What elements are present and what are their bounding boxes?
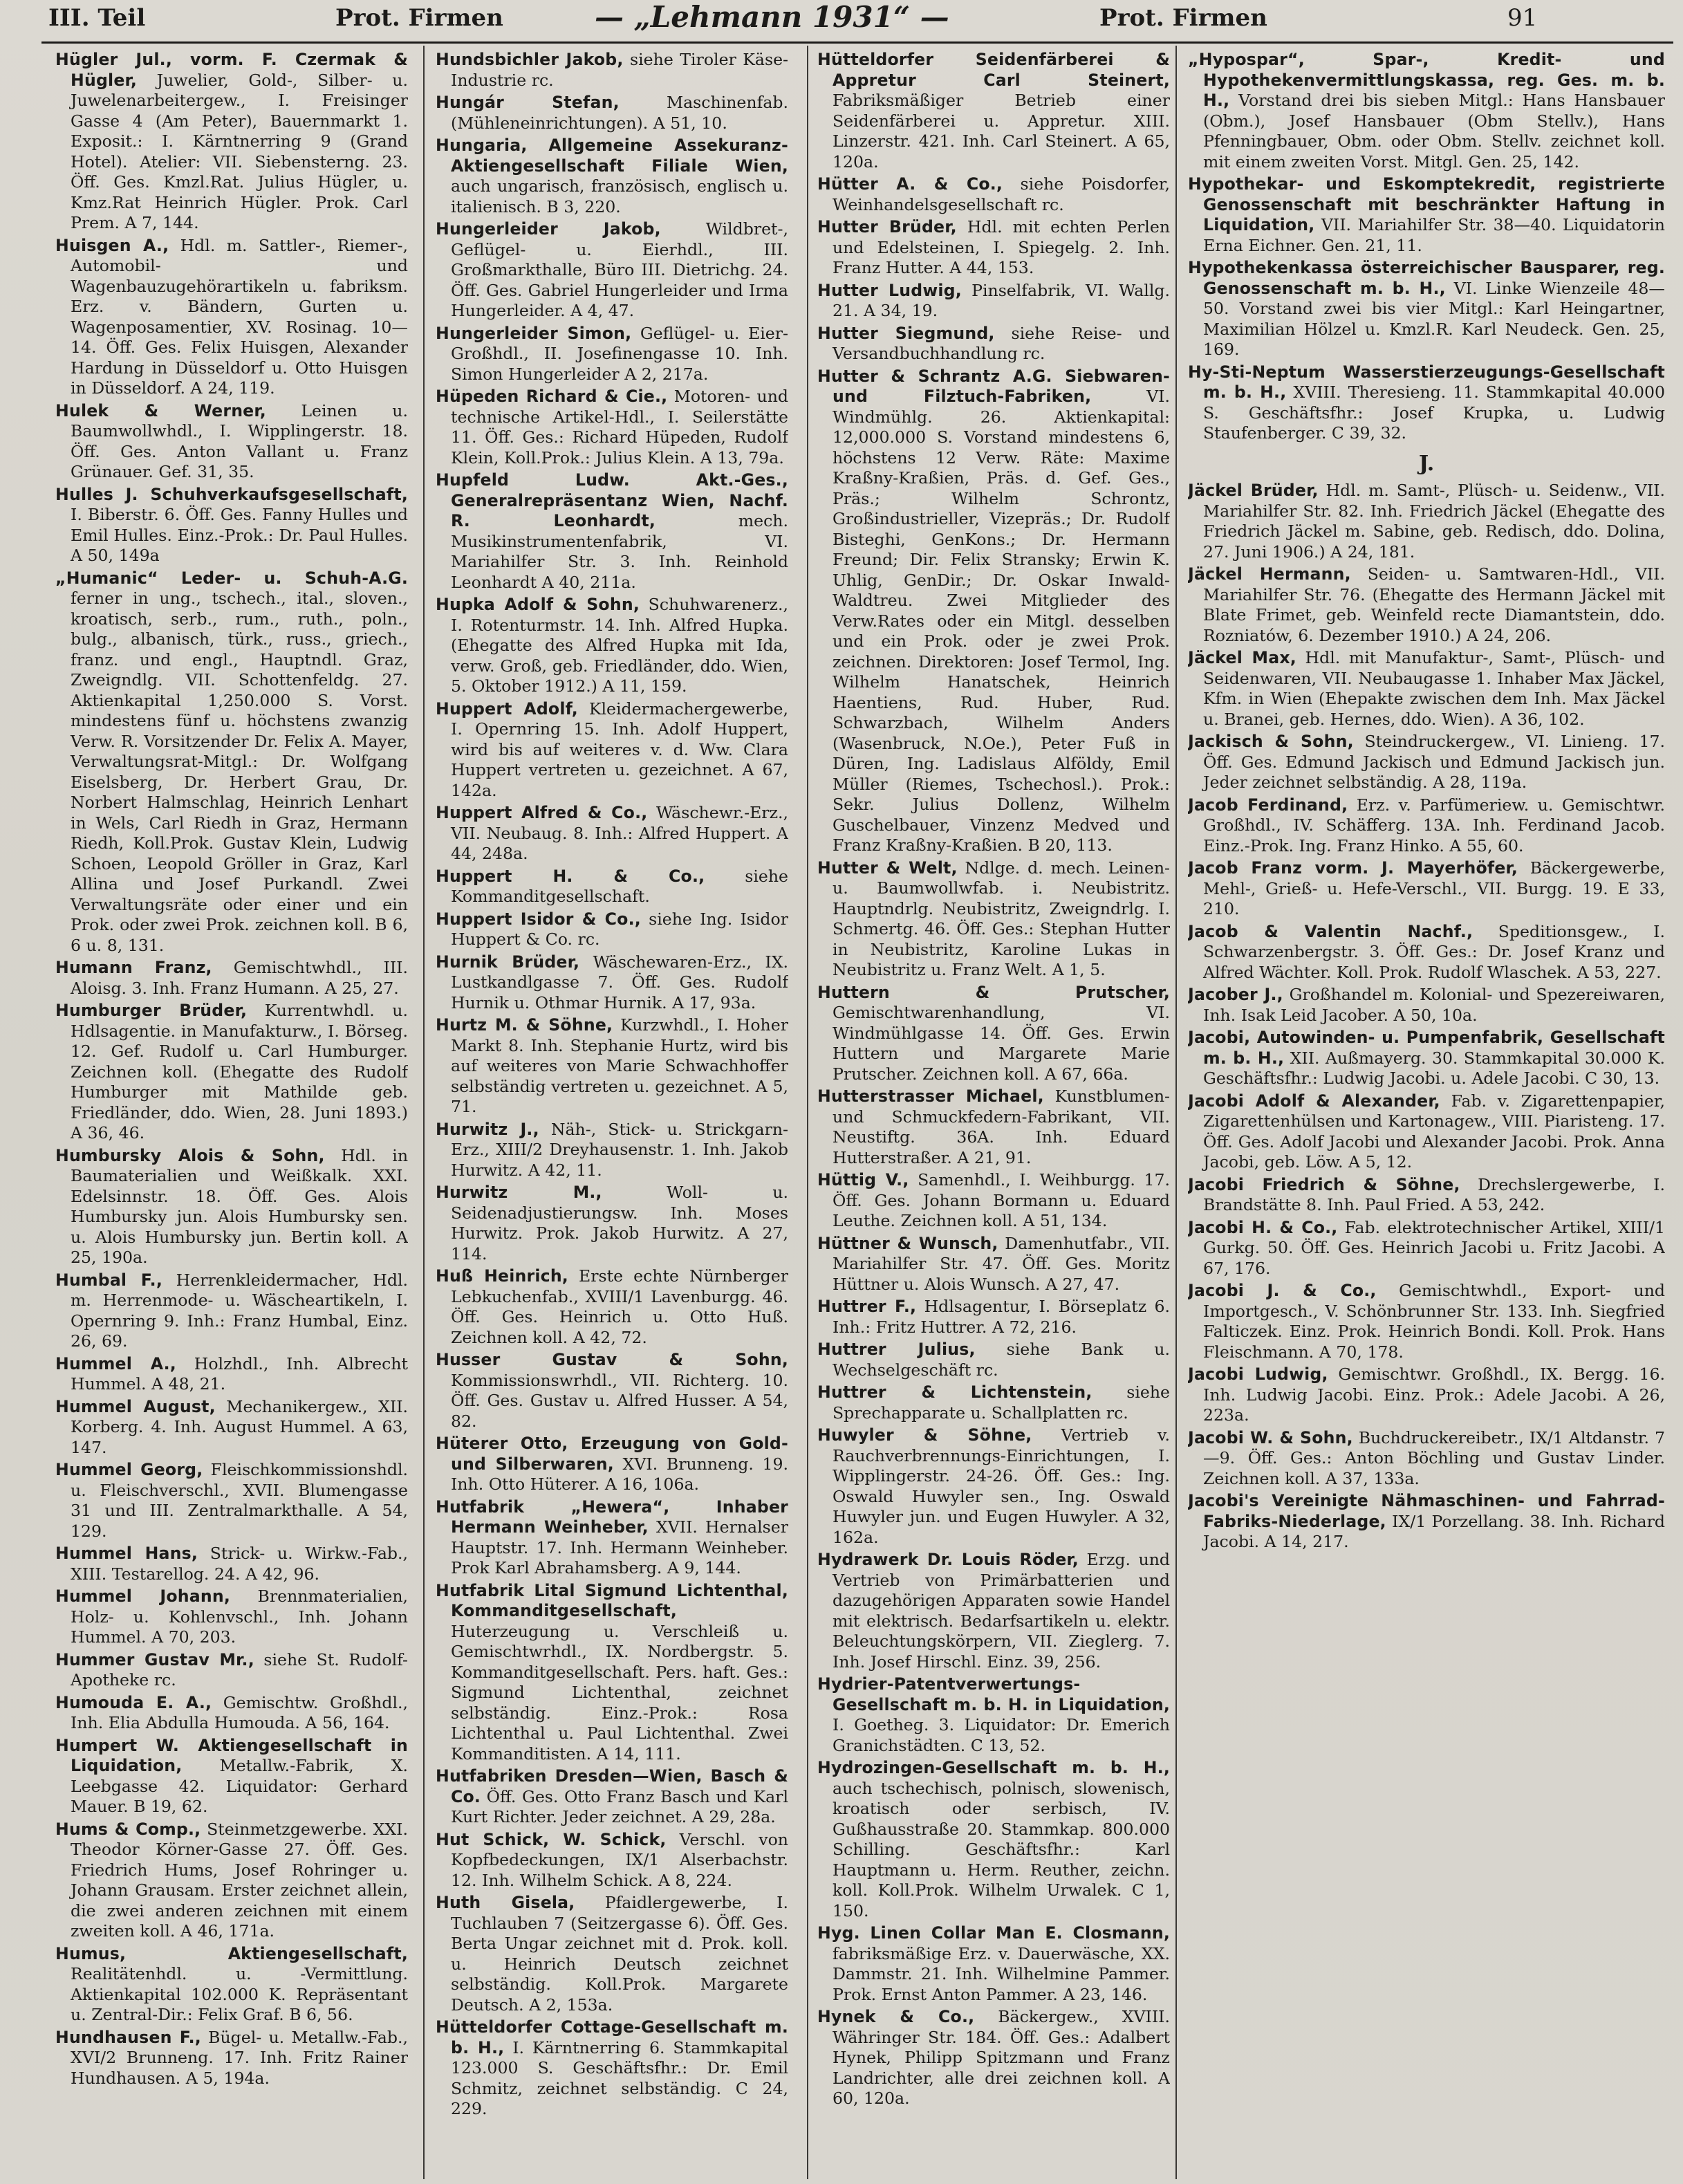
firm-details: Wildbret-, Geflügel- u. Eierhdl., III. Großmarkthalle, Büro III. Dietrichg. 24. Öff. Ges. Gabriel Hungerleider und Irma Hungerleider. A 4, 47. (451, 219, 788, 320)
firm-name: Hüterer Otto, Erzeugung von Gold- und Silberwaren, (436, 1434, 788, 1474)
firm-name: Huisgen A., (55, 235, 169, 255)
firm-name: Humann Franz, (55, 958, 212, 977)
firm-name: Jäckel Hermann, (1188, 564, 1351, 584)
directory-entry (436, 93, 788, 133)
directory-entry (817, 50, 1170, 172)
directory-entry (817, 2007, 1170, 2109)
firm-name: Hungerleider Jakob, (436, 219, 661, 239)
directory-entry (436, 952, 788, 1014)
firm-details: Huterzeugung u. Verschleiß u. Gemischtwrhdl., IX. Nordbergstr. 5. Kommanditgesellschaft. Pers. haft. Ges.: Sigmund Lichtenthal, zeichnet selbständig. Einz.-Prok.: Rosa Lichtenthal u. Paul Lichtenthal. Zwei Kommanditisten. A 14, 111. (451, 1621, 788, 1764)
firm-name: Hutter Brüder, (817, 217, 957, 237)
firm-details: Kurrentwhdl. u. Hdlsagentie. in Manufakturw., I. Börseg. 12. Gef. Rudolf u. Carl Humburger. Zeichnen koll. (Ehegatte des Rudolf Humburger mit Mathilde geb. Friedländer, ddo. Wien, 28. Juni 1893.) A 36, 46. (71, 1001, 408, 1142)
firm-name: Hungaria, Allgemeine Assekuranz-Aktiengesellschaft Filiale Wien, (436, 136, 788, 176)
firm-name: Jackisch & Sohn, (1188, 732, 1354, 751)
column-3 (817, 50, 1170, 2180)
firm-name: Hynek & Co., (817, 2007, 975, 2026)
column-divider (807, 46, 808, 2179)
firm-details: Kleidermachergewerbe, I. Opernring 15. Inh. Adolf Huppert, wird bis auf weiteres v. d. Ww. Clara Huppert vertreten u. gezeichnet. A 67, 142a. (451, 698, 788, 800)
firm-name: Hupfeld Ludw. Akt.-Ges., Generalrepräsentanz Wien, Nachf. R. Leonhardt, (436, 470, 788, 530)
directory-entry (817, 174, 1170, 215)
firm-name: Humbursky Alois & Sohn, (55, 1145, 325, 1165)
firm-name: Hy-Sti-Neptum Wasserstierzeugungs-Gesellschaft m. b. H., (1188, 362, 1665, 402)
firm-name: Hurwitz J., (436, 1119, 539, 1139)
directory-entry (1188, 564, 1665, 646)
directory-entry (1188, 648, 1665, 730)
firm-name: Hutter & Welt, (817, 858, 958, 878)
firm-name: Hypothekar- und Eskomptekredit, registrierte Genossenschaft mit beschränkter Haftung in Liquidation, (1188, 174, 1665, 234)
firm-details: Drechslergewerbe, I. Brandstätte 8. Inh. Paul Fried. A 53, 242. (1203, 1174, 1665, 1214)
firm-details: Buchdruckereibetr., IX/1 Altdanstr. 7—9. Öff. Ges.: Anton Böchling und Gustav Linder. Zeichnen koll. A 37, 133a. (1203, 1427, 1665, 1488)
firm-name: Humouda E. A., (55, 1692, 212, 1712)
firm-name: Hüttner & Wunsch, (817, 1233, 998, 1253)
firm-name: Hutter & Schrantz A.G. Siebwaren- und Filztuch-Fabriken, (817, 366, 1170, 406)
firm-details: Kurzwhdl., I. Hoher Markt 8. Inh. Stephanie Hurtz, wird bis auf weiteres von Marie Schwachhoffer selbständig vertreten u. gezeichnet. A 5, 71. (451, 1015, 788, 1116)
directory-entry (55, 1544, 408, 1584)
firm-details: I. Goetheg. 3. Liquidator: Dr. Emerich Granichstädten. C 13, 52. (833, 1715, 1170, 1755)
firm-details: Gemischtwhdl., Export- und Importgesch., V. Schönbrunner Str. 133. Inh. Siegfried Falticzek. Einz. Prok. Heinrich Bondi. Koll. Prok. Hans Fleischmann. A 70, 178. (1203, 1281, 1665, 1362)
firm-name: Huppert H. & Co., (436, 866, 705, 886)
firm-name: Humus, Aktiengesellschaft, (55, 1943, 408, 1963)
firm-details: Juwelier, Gold-, Silber- u. Juwelenarbeitergew., I. Freisinger Gasse 4 (Am Peter), Bauernmarkt 1. Exposit.: I. Kärntnerring 9 (Grand Hotel). Atelier: VII. Siebensterng. 23. Öff. Ges. Kmzl.Rat. Julius Hügler, u. Kmz.Rat Heinrich Hügler. Prok. Carl Prem. A 7, 144. (71, 70, 408, 232)
firm-name: Jacobi J. & Co., (1188, 1281, 1377, 1300)
directory-entry (817, 1170, 1170, 1232)
firm-name: Hüpeden Richard & Cie., (436, 387, 668, 406)
firm-name: Husser Gustav & Sohn, (436, 1350, 788, 1369)
firm-name: Hüttig V., (817, 1170, 909, 1190)
firm-details: Gemischtwr. Großhdl., IX. Bergg. 16. Inh. Ludwig Jacobi. Einz. Prok.: Adele Jacobi. A 26, 223a. (1203, 1364, 1665, 1425)
directory-entry (436, 699, 788, 802)
firm-details: mech. Musikinstrumentenfabrik, VI. Mariahilfer Str. 3. Inh. Reinhold Leonhardt A 40, 211a. (451, 511, 788, 592)
firm-details: Bügel- u. Metallw.-Fab., XVI/2 Brunneng. 17. Inh. Fritz Rainer Hundhausen. A 5, 194a. (71, 2027, 408, 2088)
directory-entry (817, 1086, 1170, 1168)
directory-entry (436, 1581, 788, 1765)
column-divider (423, 46, 425, 2179)
firm-name: Huß Heinrich, (436, 1266, 568, 1286)
firm-name: Hurnik Brüder, (436, 952, 580, 972)
directory-entry (436, 1183, 788, 1264)
firm-name: Hundhausen F., (55, 2027, 201, 2047)
directory-entry (55, 1270, 408, 1352)
firm-name: Hungerleider Simon, (436, 323, 632, 343)
firm-details: Erste echte Nürnberger Lebkuchenfab., XVIII/1 Lavenburgg. 46. Öff. Ges. Heinrich u. Otto Huß. Zeichnen koll. A 42, 72. (451, 1266, 788, 1347)
firm-details: Damenhutfabr., VII. Mariahilfer Str. 47. Öff. Ges. Moritz Hüttner u. Alois Wunsch. A 27, 47. (833, 1233, 1170, 1294)
firm-details: IX/1 Porzellang. 38. Inh. Richard Jacobi. A 14, 217. (1203, 1511, 1665, 1551)
firm-details: Mechanikergew., XII. Korberg. 4. Inh. August Hummel. A 63, 147. (71, 1396, 408, 1457)
firm-name: Hütteldorfer Cottage-Gesellschaft m. b. H., (436, 2017, 788, 2057)
directory-entry (436, 909, 788, 950)
directory-entry (1188, 1175, 1665, 1216)
firm-details: Fab. v. Zigarettenpapier, Zigarettenhülsen und Kartonagew., VIII. Piaristeng. 17. Öff. Ges. Adolf Jacobi und Alexander Jacobi. Prok. Anna Jacobi, geb. Löw. A 5, 12. (1203, 1091, 1665, 1172)
firm-details: Wäschewaren-Erz., IX. Lustkandlgasse 7. Öff. Ges. Rudolf Hurnik u. Othmar Hurnik. A 17, 93a. (451, 952, 788, 1012)
firm-name: Hungár Stefan, (436, 93, 620, 112)
directory-entry (817, 217, 1170, 279)
firm-name: Jacob Franz vorm. J. Mayerhöfer, (1188, 858, 1518, 878)
firm-name: Jacobi, Autowinden- u. Pumpenfabrik, Gesellschaft m. b. H., (1188, 1028, 1665, 1068)
directory-entry (817, 1234, 1170, 1295)
directory-entry (817, 324, 1170, 364)
directory-entry (55, 1001, 408, 1144)
directory-entry (1188, 362, 1665, 444)
firm-details: Geflügel- u. Eier-Großhdl., II. Josefinengasse 10. Inh. Simon Hungerleider A 2, 217a. (451, 323, 788, 384)
directory-entry (817, 1674, 1170, 1756)
firm-name: Huppert Adolf, (436, 698, 578, 719)
firm-name: Jacob & Valentin Nachf., (1188, 921, 1473, 941)
firm-name: Jacob Ferdinand, (1188, 795, 1348, 815)
firm-details: Bäckergewerbe, Mehl-, Grieß- u. Hefe-Verschl., VII. Burgg. 19. E 33, 210. (1203, 858, 1665, 918)
directory-entry (436, 470, 788, 593)
firm-details: Kunstblumen- und Schmuckfedern-Fabrikant, VII. Neustiftg. 36A. Inh. Eduard Hutterstraßer. A 21, 91. (833, 1086, 1170, 1167)
firm-details: Pinselfabrik, VI. Wallg. 21. A 34, 19. (833, 280, 1170, 320)
firm-name: Jacobi's Vereinigte Nähmaschinen- und Fahrrad-Fabriks-Niederlage, (1188, 1491, 1665, 1531)
firm-name: Humbal F., (55, 1270, 162, 1290)
directory-entry (436, 1497, 788, 1579)
firm-name: Jäckel Brüder, (1188, 481, 1319, 500)
directory-entry (1188, 985, 1665, 1026)
directory-entry (817, 1550, 1170, 1672)
directory-entry (1188, 858, 1665, 920)
firm-details: Erz. v. Parfümeriew. u. Gemischtwr. Großhdl., IV. Schäfferg. 13A. Inh. Ferdinand Jacob. Einz.-Prok. Ing. Franz Hinko. A 55, 60. (1203, 795, 1665, 855)
directory-entry (436, 1350, 788, 1432)
directory-entry (55, 1820, 408, 1942)
firm-details: Maschinenfab. (Mühleneinrichtungen). A 51, 10. (451, 93, 788, 133)
directory-entry (436, 1434, 788, 1495)
firm-details: Gemischtwarenhandlung, VI. Windmühlgasse 14. Öff. Ges. Erwin Huttern und Margarete Marie Prutscher. Zeichnen koll. A 67, 66a. (833, 1003, 1170, 1084)
directory-entry (1188, 258, 1665, 360)
directory-entry (55, 2028, 408, 2089)
firm-name: Huttrer & Lichtenstein, (817, 1382, 1092, 1402)
firm-details: Motoren- und technische Artikel-Hdl., I. Seilerstätte 11. Öff. Ges.: Richard Hüpeden, Rudolf Klein, Koll.Prok.: Julius Klein. A 13, 79a. (451, 387, 788, 468)
directory-entry (55, 1397, 408, 1459)
firm-details: Erzg. und Vertrieb von Primärbatterien und dazugehörigen Apparaten sowie Handel mit elektrisch. Bedarfsartikeln u. elektr. Beleuchtungskörpern, VII. Zieglerg. 7. Inh. Josef Hirschl. Einz. 39, 256. (833, 1550, 1170, 1672)
directory-entry (55, 1146, 408, 1268)
directory-entry (1188, 1428, 1665, 1490)
directory-entry (817, 858, 1170, 981)
firm-details: VII. Mariahilfer Str. 38—40. Liquidatorin Erna Eichner. Gen. 21, 11. (1203, 215, 1665, 255)
directory-entry (1188, 1491, 1665, 1553)
firm-name: Hulles J. Schuhverkaufsgesellschaft, (55, 484, 408, 504)
firm-details: Herrenkleidermacher, Hdl. m. Herrenmode- u. Wäscheartikeln, I. Opernring 9. Inh.: Franz Humbal, Einz. 26, 69. (71, 1270, 408, 1351)
firm-details: Näh-, Stick- u. Strickgarn-Erz., XIII/2 Dreyhausenstr. 1. Inh. Jakob Hurwitz. A 42, 11. (451, 1119, 788, 1180)
directory-entry (436, 136, 788, 217)
directory-entry (436, 324, 788, 385)
directory-entry (55, 1944, 408, 2026)
firm-details: Hdl. mit Manufaktur-, Samt-, Plüsch- und Seidenwaren, VII. Neubaugasse 1. Inhaber Max Jäckel, Kfm. in Wien (Ehepakte zwischen dem Inh. Max Jäckel u. Branei, geb. Hernes, ddo. Wien). A 36, 102. (1203, 648, 1665, 729)
directory-entry (55, 1650, 408, 1691)
directory-entry (436, 50, 788, 91)
firm-details: Bäckergew., XVIII. Währinger Str. 184. Öff. Ges.: Adalbert Hynek, Philipp Spitzmann und Franz Landrichter, alle drei zeichnen koll. A 60, 120a. (833, 2007, 1170, 2108)
directory-entry (1188, 1028, 1665, 1089)
column-4 (1188, 50, 1665, 2180)
firm-details: Gemischtw. Großhdl., Inh. Elia Abdulla Humouda. A 56, 164. (71, 1692, 408, 1732)
section-letter: J. (1418, 451, 1435, 476)
directory-entry (817, 1923, 1170, 2005)
firm-details: I. Biberstr. 6. Öff. Ges. Fanny Hulles und Emil Hulles. Einz.-Prok.: Dr. Paul Hulles. A 50, 149a (71, 505, 408, 565)
firm-name: „Hypospar“, Spar-, Kredit- und Hypothekenvermittlungskassa, reg. Ges. m. b. H., (1188, 50, 1665, 110)
directory-entry (1188, 1281, 1665, 1362)
directory-entry (436, 867, 788, 907)
firm-name: Huppert Alfred & Co., (436, 803, 648, 822)
firm-details: auch ungarisch, französisch, englisch u. italienisch. B 3, 220. (451, 176, 788, 216)
firm-name: Jacobi Adolf & Alexander, (1188, 1091, 1440, 1111)
firm-details: siehe St. Rudolf-Apotheke rc. (71, 1649, 408, 1690)
directory-entry (817, 1382, 1170, 1423)
firm-name: Huwyler & Söhne, (817, 1425, 1032, 1445)
firm-name: Hummel A., (55, 1353, 176, 1373)
firm-details: XVII. Hernalser Hauptstr. 17. Inh. Hermann Weinheber. Prok Karl Abrahamsberg. A 9, 144. (451, 1517, 788, 1577)
directory-title: — „Lehmann 1931“ — (595, 0, 949, 34)
firm-details: VI. Windmühlg. 26. Aktienkapital: 12,000.000 S. Vorstand mindestens 6, höchstens 12 Verw. Räte: Maxime Kraßny-Kraßien, Präs. d. Gef. Ges., Präs.; Wilhelm Schrontz, Großindustrieller, Vizepräs.; Dr. Rudolf Bisteghi, GenKons.; Dr. Hermann Freund; Dir. Felix Stransky; Erwin K. Uhlig, GenDir.; Dr. Oskar Inwald-Waldtreu. Zwei Mitglieder des Verw.Rates oder ein Mitgl. desselben und ein Prok. oder je zwei Prok. zeichnen. Direktoren: Josef Termol, Ing. Wilhelm Hanatschek, Heinrich Haentiens, Rud. Huber, Rud. Schwarzbach, Wilhelm Anders (Wasenbruck, N.Oe.), Peter Fuß in Düren, Ing. Ladislaus Alföldy, Emil Müller (Riemes, Tschechosl.). Prok.: Sekr. Julius Dollenz, Wilhelm Guschelbauer, Vinzenz Medved und Franz Kraßny-Kraßien. B 20, 113. (833, 387, 1170, 855)
firm-name: Huppert Isidor & Co., (436, 909, 641, 929)
directory-entry (817, 1340, 1170, 1380)
firm-details: siehe Bank u. Wechselgeschäft rc. (833, 1340, 1170, 1380)
firm-name: Hutter Siegmund, (817, 323, 995, 343)
firm-details: Brennmaterialien, Holz- u. Kohlenvschl., Inh. Johann Hummel. A 70, 203. (71, 1586, 408, 1647)
firm-details: Ndlge. d. mech. Leinen- u. Baumwollwfab. i. Neubistritz. Hauptndrlg. Neubistritz, Zweigndrlg. I. Schmertg. 46. Öff. Ges.: Stephan Hutter in Neubistritz, Karoline Lukas in Neubistritz u. Franz Welt. A 1, 5. (833, 858, 1170, 979)
firm-name: Hügler Jul., vorm. F. Czermak & Hügler, (55, 50, 408, 90)
firm-details: Fleischkommissionshdl. u. Fleischverschl., XVII. Blumengasse 31 und III. Zentralmarkthalle. A 54, 129. (71, 1460, 408, 1541)
firm-details: fabriksmäßige Erz. v. Dauerwäsche, XX. Dammstr. 21. Inh. Wilhelmine Pammer. Prok. Ernst Anton Pammer. A 23, 146. (833, 1943, 1170, 2004)
firm-name: Hupka Adolf & Sohn, (436, 595, 640, 614)
directory-entry (436, 2017, 788, 2120)
directory-entry (55, 568, 408, 956)
firm-name: Hütter A. & Co., (817, 174, 1003, 194)
directory-entry (55, 1693, 408, 1734)
firm-details: Hdl. m. Samt-, Plüsch- u. Seidenw., VII. Mariahilfer Str. 82. Inh. Friedrich Jäckel (Ehegatte des Friedrich Jäckel m. Sabine, geb. Redisch, ddo. Dolina, 27. Juni 1906.) A 24, 181. (1203, 481, 1665, 562)
directory-entry (1188, 1364, 1665, 1426)
directory-entry (817, 281, 1170, 322)
directory-entry (1188, 50, 1665, 172)
firm-details: Vertrieb v. Rauchverbrennungs-Einrichtungen, I. Wipplingerstr. 24-26. Öff. Ges.: Ing. Oswald Huwyler sen., Ing. Oswald Huwyler jun. und Eugen Huwyler. A 32, 162a. (833, 1425, 1170, 1547)
firm-details: XVI. Brunneng. 19. Inh. Otto Hüterer. A 16, 106a. (451, 1454, 788, 1494)
firm-details: Hdlsagentur, I. Börseplatz 6. Inh.: Fritz Huttrer. A 72, 216. (833, 1297, 1170, 1337)
firm-details: XII. Außmayerg. 30. Stammkapital 30.000 K. Geschäftsfhr.: Ludwig Jacobi. u. Adele Jacobi. C 30, 13. (1203, 1048, 1665, 1088)
firm-name: Hums & Comp., (55, 1819, 201, 1839)
section-title-right: Prot. Firmen (1099, 4, 1267, 32)
firm-details: Fabriksmäßiger Betrieb einer Seidenfärberei u. Appretur. XIII. Linzerstr. 421. Inh. Carl Steinert. A 65, 120a. (833, 91, 1170, 172)
firm-details: Kommissionswrhdl., VII. Richterg. 10. Öff. Ges. Gustav u. Alfred Husser. A 54, 82. (451, 1370, 788, 1431)
firm-name: Humpert W. Aktiengesellschaft in Liquidation, (55, 1735, 408, 1775)
firm-details: Pfaidlergewerbe, I. Tuchlauben 7 (Seitzergasse 6). Öff. Ges. Berta Ungar zeichnet mit d. Prok. koll. u. Heinrich Deutsch zeichnet selbständig. Koll.Prok. Margarete Deutsch. A 2, 153a. (451, 1893, 788, 2015)
firm-details: Hdl. m. Sattler-, Riemer-, Automobil- und Wagenbauzugehörartikeln u. fabriksm. Erz. v. Bändern, Gurten u. Wagenposamentier, XV. Rosinag. 10—14. Öff. Ges. Felix Huisgen, Alexander Hardung in Düsseldorf u. Otto Huisgen in Düsseldorf. A 24, 119. (71, 235, 408, 398)
directory-entry (55, 401, 408, 483)
directory-entry (817, 1758, 1170, 1921)
firm-details: Hdl. mit echten Perlen und Edelsteinen, I. Spiegelg. 2. Inh. Franz Hutter. A 44, 153. (833, 217, 1170, 277)
firm-name: Hurwitz M., (436, 1183, 602, 1202)
part-label: III. Teil (48, 4, 146, 32)
directory-entry (55, 485, 408, 566)
firm-details: Wäschewr.-Erz., VII. Neubaug. 8. Inh.: Alfred Huppert. A 44, 248a. (451, 803, 788, 863)
directory-entry (436, 595, 788, 697)
directory-entry (55, 1354, 408, 1395)
firm-details: Gemischtwhdl., III. Aloisg. 3. Inh. Franz Humann. A 25, 27. (71, 958, 408, 998)
directory-entry (55, 1586, 408, 1648)
firm-name: Hutterstrasser Michael, (817, 1086, 1044, 1106)
page-header (41, 0, 1673, 43)
directory-entry (55, 1460, 408, 1542)
firm-details: Schuhwarenerz., I. Rotenturmstr. 14. Inh. Alfred Hupka. (Ehegatte des Alfred Hupka mit Ida, verw. Groß, geb. Friedländer, ddo. Wien, 5. Oktober 1912.) A 11, 159. (451, 595, 788, 696)
firm-name: Hutfabriken Dresden—Wien, Basch & Co. (436, 1766, 788, 1806)
firm-name: Huttrer F., (817, 1297, 917, 1316)
firm-name: Jäckel Max, (1188, 648, 1296, 667)
firm-details: Steinmetzgewerbe. XXI. Theodor Körner-Gasse 27. Öff. Ges. Friedrich Hums, Josef Rohringer u. Johann Grausam. Erster zeichnet allein, die zwei anderen zeichnen mit einem zweiten koll. A 46, 171a. (71, 1819, 408, 1941)
firm-name: Humburger Brüder, (55, 1001, 248, 1020)
firm-details: Großhandel m. Kolonial- und Spezereiwaren, Inh. Isak Leid Jacober. A 50, 10a. (1203, 985, 1665, 1025)
directory-entry (436, 1266, 788, 1348)
firm-name: Hutfabrik Lital Sigmund Lichtenthal, Kommanditgesellschaft, (436, 1580, 788, 1620)
firm-name: Hutter Ludwig, (817, 280, 962, 300)
firm-details: siehe Sprechapparate u. Schallplatten rc. (833, 1382, 1170, 1423)
page-number: 91 (1507, 4, 1538, 32)
firm-name: Huth Gisela, (436, 1893, 575, 1912)
column-divider (1175, 46, 1177, 2179)
firm-name: Huttrer Julius, (817, 1340, 976, 1359)
directory-entry (436, 1015, 788, 1118)
directory-entry (1188, 174, 1665, 256)
directory-entry (1188, 922, 1665, 983)
directory-entry (1188, 732, 1665, 793)
firm-details: Verschl. von Kopfbedeckungen, IX/1 Alserbachstr. 12. Inh. Wilhelm Schick. A 8, 224. (451, 1829, 788, 1890)
firm-name: Jacobi Friedrich & Söhne, (1188, 1174, 1460, 1194)
directory-entry (436, 1830, 788, 1891)
firm-name: Hut Schick, W. Schick, (436, 1829, 667, 1849)
firm-details: Vorstand drei bis sieben Mitgl.: Hans Hansbauer (Obm.), Josef Hansbauer (Obm Stellv.), Hans Pfenningbauer, Obm. oder Obm. Stellv. zeichnet koll. mit einem zweiten Vorst. Mitgl. Gen. 25, 142. (1203, 91, 1665, 172)
firm-details: Holzhdl., Inh. Albrecht Hummel. A 48, 21. (71, 1353, 408, 1394)
firm-name: Jacober J., (1188, 985, 1283, 1004)
firm-details: siehe Kommanditgesellschaft. (451, 866, 788, 906)
firm-name: Hurtz M. & Söhne, (436, 1015, 613, 1035)
directory-entry (817, 983, 1170, 1085)
directory-entry (817, 367, 1170, 856)
firm-details: Metallw.-Fabrik, X. Leebgasse 42. Liquidator: Gerhard Mauer. B 19, 62. (71, 1756, 408, 1816)
firm-details: siehe Poisdorfer, Weinhandelsgesellschaft rc. (833, 174, 1170, 214)
column-1 (55, 50, 408, 2180)
firm-name: Hummer Gustav Mr., (55, 1649, 254, 1669)
firm-details: Samenhdl., I. Weihburgg. 17. Öff. Ges. Johann Bormann u. Eduard Leuthe. Zeichnen koll. A 51, 134. (833, 1170, 1170, 1230)
firm-name: Hütteldorfer Seidenfärberei & Appretur Carl Steinert, (817, 50, 1170, 90)
firm-details: Öff. Ges. Otto Franz Basch und Karl Kurt Richter. Jeder zeichnet. A 29, 28a. (451, 1786, 788, 1826)
firm-details: Speditionsgew., I. Schwarzenbergstr. 3. Öff. Ges.: Dr. Josef Kranz und Alfred Wächter. Koll. Prok. Rudolf Wlaschek. A 53, 227. (1203, 921, 1665, 982)
firm-details: XVIII. Theresieng. 11. Stammkapital 40.000 S. Geschäftsfhr.: Josef Krupka, u. Ludwig Staufenberger. C 39, 32. (1203, 382, 1665, 443)
directory-entry (436, 1120, 788, 1181)
firm-name: Hydrier-Patentverwertungs-Gesellschaft m. b. H. in Liquidation, (817, 1674, 1170, 1714)
directory-entry (817, 1425, 1170, 1548)
directory-entry (436, 803, 788, 864)
firm-name: Hundsbichler Jakob, (436, 50, 624, 69)
section-title-left: Prot. Firmen (335, 4, 503, 32)
firm-name: Hypothekenkassa österreichischer Bausparer, reg. Genossenschaft m. b. H., (1188, 258, 1665, 298)
firm-name: Hydrawerk Dr. Louis Röder, (817, 1550, 1079, 1569)
directory-entry (55, 958, 408, 999)
firm-name: Jacobi H. & Co., (1188, 1217, 1338, 1237)
directory-entry (55, 236, 408, 399)
firm-name: Jacobi W. & Sohn, (1188, 1427, 1353, 1447)
firm-details: Woll- u. Seidenadjustierungsw. Inh. Moses Hurwitz. Prok. Jakob Hurwitz. A 27, 114. (451, 1183, 788, 1264)
directory-entry (1188, 1091, 1665, 1173)
firm-name: Hummel Johann, (55, 1586, 231, 1606)
firm-details: siehe Reise- und Versandbuchhandlung rc. (833, 323, 1170, 363)
firm-name: Jacobi Ludwig, (1188, 1364, 1328, 1384)
directory-entry (436, 219, 788, 322)
firm-details: I. Kärntnerring 6. Stammkapital 123.000 S. Geschäftsfhr.: Dr. Emil Schmitz, zeichnet selbständig. C 24, 229. (451, 2037, 788, 2118)
firm-details: Strick- u. Wirkw.-Fab., XIII. Testarellog. 24. A 42, 96. (71, 1544, 408, 1584)
firm-name: Hummel Georg, (55, 1460, 203, 1479)
firm-details: Leinen u. Baumwollwhdl., I. Wipplingerstr. 18. Öff. Ges. Anton Vallant u. Franz Grünauer. Gef. 31, 35. (71, 400, 408, 481)
firm-name: Hydrozingen-Gesellschaft m. b. H., (817, 1758, 1170, 1777)
firm-details: Hdl. in Baumaterialien und Weißkalk. XXI. Edelsinnstr. 18. Öff. Ges. Alois Humbursky jun. Alois Humbursky sen. u. Alois Humbursky jun. Bertin koll. A 25, 190a. (71, 1145, 408, 1267)
firm-details: Steindruckergew., VI. Linieng. 17. Öff. Ges. Edmund Jackisch und Edmund Jackisch jun. Jeder zeichnet selbständig. A 28, 119a. (1203, 732, 1665, 792)
firm-details: auch tschechisch, polnisch, slowenisch, kroatisch oder serbisch, IV. Gußhausstraße 20. Stammkap. 800.000 Schilling. Geschäftsfhr.: Karl Hauptmann u. Herm. Reuther, zeichn. koll. Koll.Prok. Wilhelm Urwalek. C 1, 150. (833, 1778, 1170, 1921)
firm-details: siehe Tiroler Käse-Industrie rc. (451, 50, 788, 90)
directory-entry (436, 1893, 788, 2015)
firm-details: siehe Ing. Isidor Huppert & Co. rc. (451, 909, 788, 949)
directory-entry (1188, 795, 1665, 857)
firm-details: Fab. elektrotechnischer Artikel, XIII/1 Gurkg. 50. Öff. Ges. Heinrich Jacobi u. Fritz Jacobi. A 67, 176. (1203, 1217, 1665, 1278)
firm-name: Hulek & Werner, (55, 400, 266, 420)
firm-name: Hummel Hans, (55, 1544, 198, 1563)
firm-details: Realitätenhdl. u. -Vermittlung. Aktienkapital 102.000 K. Repräsentant u. Zentral-Dir.: Felix Graf. B 6, 56. (71, 1964, 408, 2024)
directory-entry (1188, 481, 1665, 562)
firm-name: Huttern & Prutscher, (817, 982, 1170, 1002)
firm-name: „Humanic“ Leder- u. Schuh-A.G. (55, 568, 408, 588)
directory-entry (436, 1766, 788, 1828)
directory-entry (55, 1736, 408, 1817)
column-2 (436, 50, 788, 2180)
header-rule (41, 41, 1673, 44)
directory-entry (55, 50, 408, 234)
firm-details: ferner in ung., tschech., ital., sloven., kroatisch, serb., rum., ruth., poln., bulg., albanisch, türk., russ., griech., franz. und engl., Hauptndl. Graz, Zweigndlg. VII. Schottenfeldg. 27. Aktienkapital 1,250.000 S. Vorst. mindestens fünf u. höchstens zwanzig Verw. R. Vorsitzender Dr. Felix A. Mayer, Verwaltungsrat-Mitgl.: Dr. Wolfgang Eiselsberg, Dr. Herbert Grau, Dr. Norbert Halmschlag, Heinrich Lenhart in Wels, Carl Riedh in Graz, Hermann Riedh, Koll.Prok. Gustav Klein, Ludwig Schoen, Leopold Gröller in Graz, Karl Allina und Josef Purkandl. Zwei Verwaltungsräte oder einer und ein Prok. oder zwei Prok. zeichnen koll. B 6, 6 u. 8, 131. (71, 589, 408, 955)
firm-name: Hutfabrik „Hewera“, Inhaber Hermann Weinheber, (436, 1497, 788, 1537)
firm-details: VI. Linke Wienzeile 48—50. Vorstand zwei bis vier Mitgl.: Karl Heingartner, Maximilian Hölzel u. Kmzl.R. Karl Neudeck. Gen. 25, 169. (1203, 278, 1665, 359)
directory-entry (817, 1297, 1170, 1338)
directory-entry (1188, 1218, 1665, 1279)
firm-details: Seiden- u. Samtwaren-Hdl., VII. Mariahilfer Str. 76. (Ehegatte des Hermann Jäckel mit Blate Frimet, geb. Weinfeld recte Diamantstein, ddo. Rozniatów, 6. Dezember 1910.) A 24, 206. (1203, 564, 1665, 645)
firm-name: Hummel August, (55, 1396, 216, 1416)
firm-name: Hyg. Linen Collar Man E. Closmann, (817, 1923, 1170, 1943)
directory-entry (436, 387, 788, 468)
